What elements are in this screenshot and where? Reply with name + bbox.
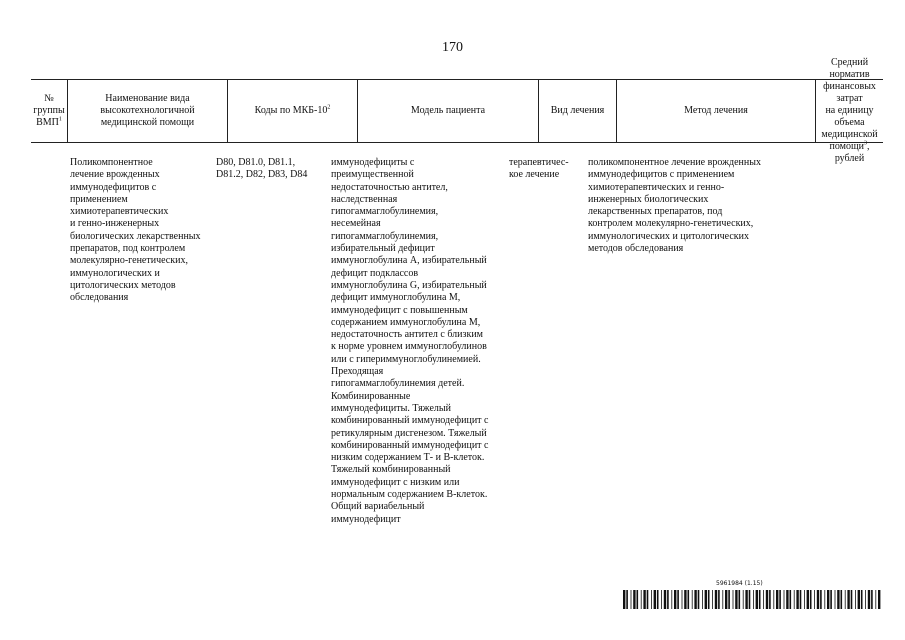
header-group-number	[31, 80, 67, 142]
header-treatment-type	[538, 80, 616, 142]
row-treatment-method: поликомпонентное лечение врожденных иммунодефицитов с применением химиотерапевтических и генно- инженерных биологических лекарственных препаратов, под контролем молекулярно-генетических, иммунологических и цитологических методов обследования	[588, 157, 761, 255]
row-vmp-name: Поликомпонентное лечение врожденных иммунодефицитов с применением химиотерапевтических и генно-инженерных биологических лекарственных препаратов, под контролем молекулярно-генетических, иммунологических и цитологических методов обследования	[70, 157, 201, 304]
barcode-image	[623, 590, 883, 609]
page-number: 170	[442, 40, 463, 55]
header-cost-norm-text: Средний норматив финансовых затрат на единицу объема медицинской помощи	[821, 57, 878, 152]
footnote-3-marker: 3	[864, 140, 868, 147]
row-patient-model: иммунодефициты с преимущественной недостаточностью антител, наследственная гипогаммаглобулинемия, несемейная гипогаммаглобулинемия, избирательный дефицит иммуноглобулина А, избирательный дефицит подклассов иммуноглобулина G, избирательный дефицит иммуноглобулина М, иммунодефицит с повышенным содержанием иммуноглобулина М, недостаточность антител с близким к норме уровнем иммуноглобулинов или с гипериммуноглобулинемией. Преходящая гипогаммаглобулинемия детей. Комбинированные иммунодефициты. Тяжелый комбинированный иммунодефицит с ретикулярным дисгенезом. Тяжелый комбинированный иммунодефицит с низким содержанием Т- и В-клеток. Тяжелый комбинированный иммунодефицит с низким или нормальным содержанием В-клеток. Общий вариабельный иммунодефицит	[331, 157, 489, 525]
barcode-label: 5961984 (1.15)	[716, 580, 763, 587]
row-icd-codes: D80, D81.0, D81.1, D81.2, D82, D83, D84	[216, 157, 308, 181]
header-patient-model-text: Модель пациента	[410, 105, 486, 116]
header-group-number-text: № группы ВМП	[33, 93, 65, 128]
header-patient-model	[357, 80, 538, 142]
header-cost-norm-tail: , рублей	[834, 141, 870, 164]
header-icd-codes	[227, 80, 357, 142]
header-treatment-method	[616, 80, 815, 142]
header-treatment-type-text: Вид лечения	[550, 105, 605, 116]
footnote-1-marker: 1	[58, 116, 62, 123]
header-icd-codes-text: Коды по МКБ-10	[254, 105, 328, 116]
row-treatment-type: терапевтичес- кое лечение	[509, 157, 569, 181]
footnote-2-marker: 2	[327, 104, 331, 111]
table-header	[31, 57, 883, 164]
header-vmp-name	[67, 80, 227, 142]
header-cost-norm	[815, 57, 883, 164]
header-vmp-name-text: Наименование вида высокотехнологичной медицинской помощи	[100, 93, 195, 128]
header-treatment-method-text: Метод лечения	[684, 105, 748, 116]
